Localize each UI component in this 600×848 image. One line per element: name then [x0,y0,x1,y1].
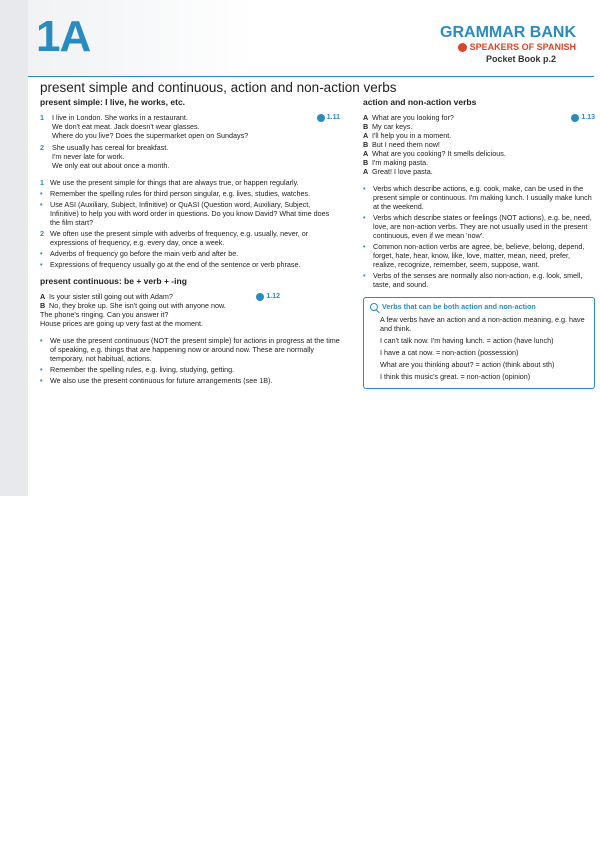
audio-1-13[interactable]: 1.13 [571,113,595,122]
continuous-examples: 1.12 A Is your sister still going out with Adam? B No, they broke up. She isn't going out with anyone now. The phone's ringing. Can you answer it? House prices are going up very fast at the moment. [40,292,280,328]
simple-example-1: 1.11 1 I live in London. She works in a restaurant. We don't eat meat. Jack doesn't wear glasses. Where do you live? Does the supermarket open on Sundays? [40,113,340,140]
speakers-subtitle-text: SPEAKERS OF SPANISH [469,42,576,52]
rule-item: • Remember the spelling rules for third person singular, e.g. lives, studies, watches. [40,189,311,198]
action-dialog: 1.13 A What are you looking for? B My car keys. A I'll help you in a moment. B But I need them now! A What are you cooking? It smells delicious. B I'm making pasta. A Great! I love pasta. [363,113,595,176]
speaker-icon [256,293,264,301]
rule-item: • We also use the present continuous for future arrangements (see 1B). [40,376,273,385]
rule-item: • Verbs which describe actions, e.g. cook, make, can be used in the present simple or continuous. I'm making lunch. I usually make lunch at the weekend. [363,184,592,211]
tip-line: What are you thinking about? = action (think about sth) [380,360,555,369]
flag-icon [458,43,467,52]
speakers-subtitle [458,42,576,52]
unit-number: 1A [36,12,91,61]
simple-example-2: 2 She usually has cereal for breakfast. I'm never late for work. We only eat out about once a month. [40,143,170,170]
audio-1-12[interactable]: 1.12 [256,292,280,301]
tip-title: Verbs that can be both action and non-action [370,302,588,311]
header-divider [28,76,594,77]
tip-line: A few verbs have an action and a non-action meaning, e.g. have and think. [380,315,585,333]
rule-item: • Expressions of frequency usually go at the end of the sentence or verb phrase. [40,260,301,269]
rule-item: 2 We often use the present simple with adverbs of frequency, e.g. usually, never, or expressions of frequency, e.g. every day, once a week. [40,229,309,247]
pocket-book-ref: Pocket Book p.2 [485,54,556,64]
simple-rules [40,178,340,269]
rule-item: • Verbs of the senses are normally also non-action, e.g. look, smell, taste, and sound. [363,271,583,289]
tip-line: I think this music's great. = non-action (opinion) [380,372,531,381]
speaker-icon [317,114,325,122]
action-nonaction-heading: action and non-action verbs [363,97,477,107]
rule-item: • Use ASI (Auxiliary, Subject, Infinitive) or QuASI (Question word, Auxiliary, Subject, Infinitive) to help you with word order in questions. Do you know David? What time does the film start? [40,200,330,227]
rule-item: • Adverbs of frequency go before the main verb and after be. [40,249,239,258]
rule-item: • We use the present continuous (NOT the present simple) for actions in progress at the time of speaking, e.g. things that are happening now or around now. These are normally temporary, not habitual, actions. [40,336,340,363]
continuous-rules [40,336,340,385]
present-simple-heading: present simple: I live, he works, etc. [40,97,186,107]
grammar-bank-title: GRAMMAR BANK [440,24,576,41]
magnifier-icon [370,303,378,311]
rule-item: 1 We use the present simple for things that are always true, or happen regularly. [40,178,299,187]
rule-item: • Remember the spelling rules, e.g. living, studying, getting. [40,365,235,374]
tip-box [363,297,595,389]
present-continuous-heading: present continuous: be + verb + -ing [40,276,187,286]
tip-line: I have a cat now. = non-action (possession) [380,348,519,357]
speaker-icon [571,114,579,122]
rule-item: • Verbs which describe states or feelings (NOT actions), e.g. be, need, love, are non-action verbs. They are not usually used in the present continuous, even if we mean 'now'. [363,213,592,240]
left-column [40,98,340,393]
action-rules [363,184,595,289]
rule-item: • Common non-action verbs are agree, be, believe, belong, depend, forget, hate, hear, know, like, love, matter, mean, need, prefer, realize, recognize, remember, seem, suppose, want. [363,242,585,269]
right-column [363,98,595,389]
audio-1-11[interactable]: 1.11 [317,113,340,122]
tip-line: I can't talk now. I'm having lunch. = action (have lunch) [380,336,554,345]
page-title: present simple and continuous, action and non-action verbs [40,80,397,95]
left-margin-strip [0,0,28,496]
